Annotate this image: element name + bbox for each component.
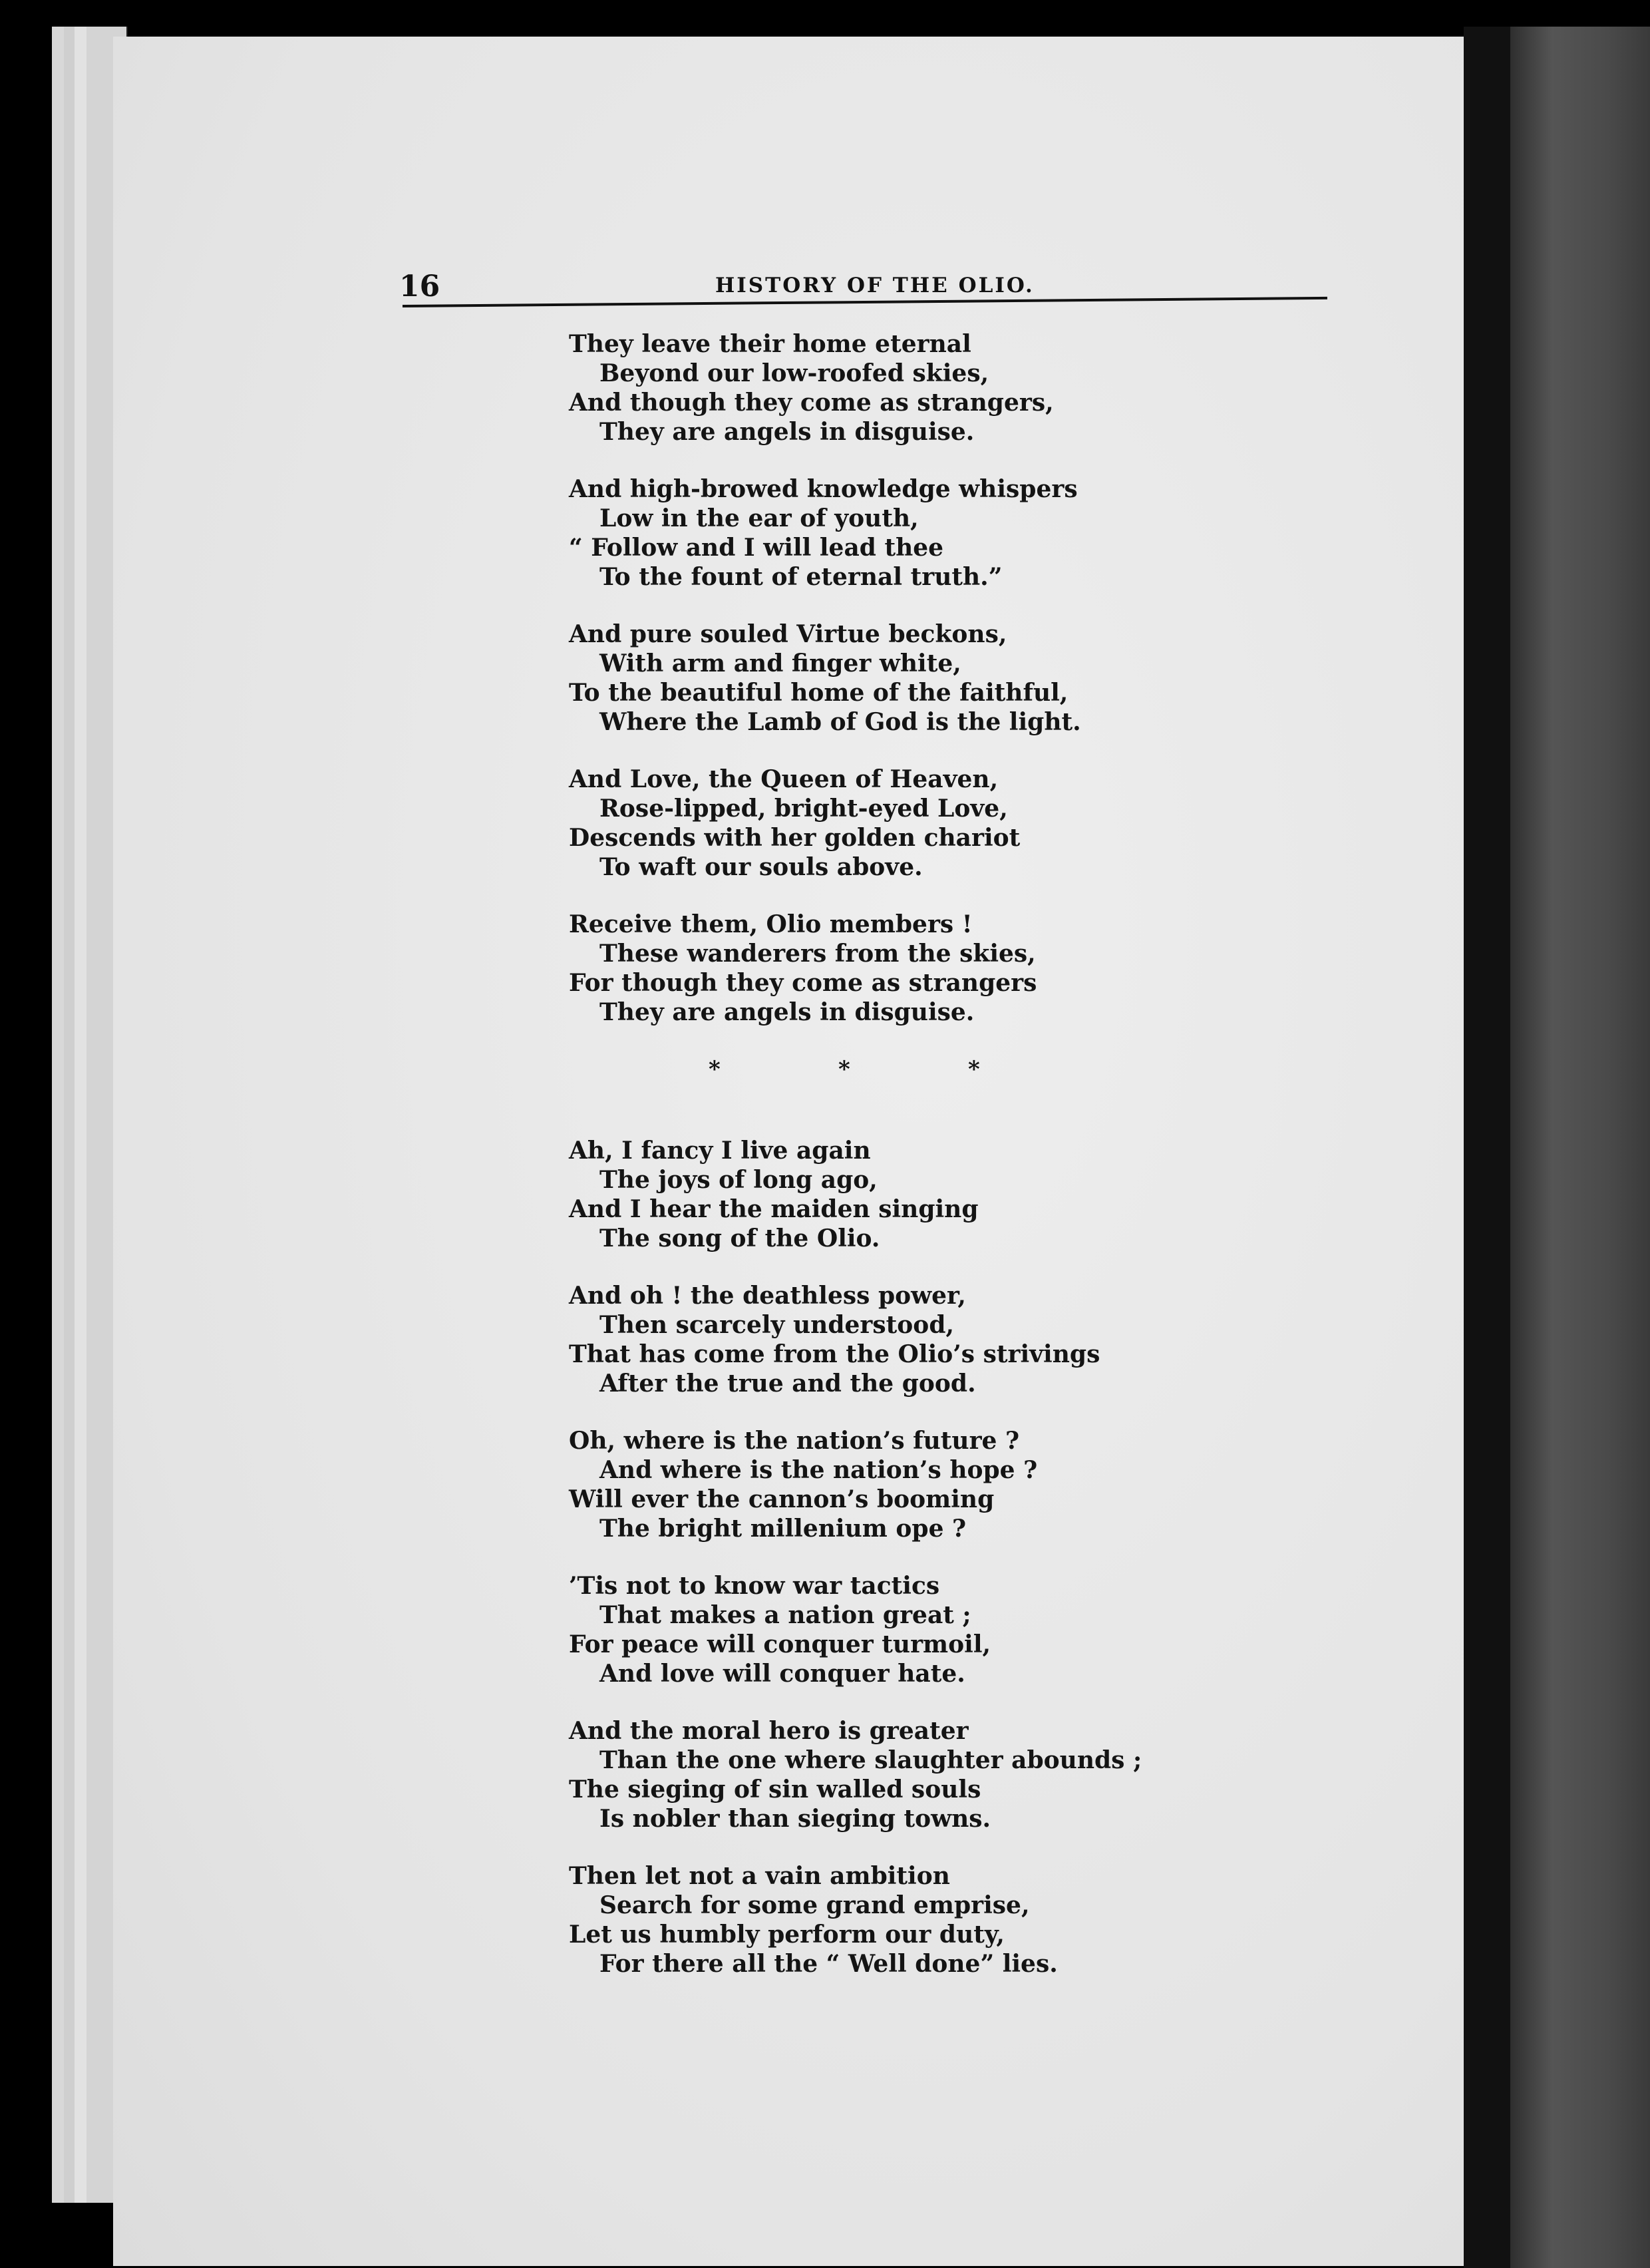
- poem-line: The joys of long ago,: [599, 1166, 878, 1194]
- stanza: [569, 1136, 1401, 1253]
- poem-line: Is nobler than sieging towns.: [599, 1805, 991, 1833]
- binding-gap: [1464, 27, 1510, 2268]
- poem-line: Where the Lamb of God is the light.: [599, 708, 1081, 736]
- poem-line: And though they come as strangers,: [569, 389, 1054, 417]
- stanza: [569, 1281, 1401, 1398]
- poem-line: Then scarcely understood,: [599, 1311, 955, 1339]
- stanza: [569, 1861, 1401, 1979]
- poem-line: Search for some grand emprise,: [599, 1891, 1030, 1919]
- poem-line: Low in the ear of youth,: [599, 504, 919, 532]
- stanza: [569, 910, 1401, 1027]
- poem-line: And Love, the Queen of Heaven,: [569, 765, 999, 793]
- page-number: 16: [399, 270, 440, 303]
- poem-line: That makes a nation great ;: [599, 1601, 971, 1629]
- poem-line: That has come from the Olio’s strivings: [569, 1340, 1100, 1368]
- poem-line: And pure souled Virtue beckons,: [569, 620, 1007, 648]
- poem-line: Let us humbly perform our duty,: [569, 1921, 1005, 1949]
- stanza: [569, 1571, 1401, 1688]
- poem-line: Beyond our low-roofed skies,: [599, 359, 989, 387]
- section-break-star: *: [838, 1056, 850, 1083]
- stanza: [569, 1426, 1401, 1543]
- poem-line: And oh ! the deathless power,: [569, 1282, 966, 1310]
- poem-line: And the moral hero is greater: [569, 1717, 969, 1745]
- section-break: [569, 1055, 1401, 1081]
- poem-line: The sieging of sin walled souls: [569, 1776, 981, 1803]
- poem-line: For peace will conquer turmoil,: [569, 1630, 991, 1658]
- poem-line: They are angels in disguise.: [599, 418, 975, 446]
- poem-line: And love will conquer hate.: [599, 1660, 965, 1688]
- poem-line: For though they come as strangers: [569, 969, 1037, 997]
- page-header: [399, 250, 1331, 303]
- stanza: [569, 620, 1401, 737]
- poem-line: Then let not a vain ambition: [569, 1862, 950, 1890]
- poem-line: And high-browed knowledge whispers: [569, 475, 1078, 503]
- poem-line: Rose-lipped, bright-eyed Love,: [599, 795, 1008, 823]
- poem-line: And where is the nation’s hope ?: [599, 1456, 1038, 1484]
- poem-line: “ Follow and I will lead thee: [569, 534, 944, 562]
- poem-line: These wanderers from the skies,: [599, 940, 1036, 968]
- section-break-star: *: [968, 1056, 980, 1083]
- poem-line: Ah, I fancy I live again: [569, 1137, 871, 1165]
- stanza: [569, 329, 1401, 447]
- poem-line: To waft our souls above.: [599, 853, 923, 881]
- poem-line: With arm and finger white,: [599, 650, 961, 677]
- poem-line: They leave their home eternal: [569, 330, 971, 358]
- running-title: HISTORY OF THE OLIO.: [715, 274, 1035, 297]
- section-break-star: *: [709, 1056, 721, 1083]
- poem-line: ’Tis not to know war tactics: [569, 1572, 940, 1600]
- stanza: [569, 765, 1401, 882]
- poem-line: The bright millenium ope ?: [599, 1515, 967, 1543]
- poem-line: And I hear the maiden singing: [569, 1195, 979, 1223]
- poem-line: They are angels in disguise.: [599, 998, 975, 1026]
- poem-line: Oh, where is the nation’s future ?: [569, 1427, 1020, 1455]
- poem-line: Receive them, Olio members !: [569, 910, 973, 938]
- stanza: [569, 1716, 1401, 1833]
- poem-line: To the beautiful home of the faithful,: [569, 679, 1069, 707]
- poem-line: Than the one where slaughter abounds ;: [599, 1746, 1142, 1774]
- poem-line: To the fount of eternal truth.”: [599, 563, 1003, 591]
- poem-line: For there all the “ Well done” lies.: [599, 1950, 1058, 1978]
- book-binding: [1510, 27, 1650, 2268]
- poem-body: [569, 329, 1401, 2006]
- poem-line: The song of the Olio.: [599, 1225, 880, 1252]
- poem-line: Will ever the cannon’s booming: [569, 1485, 995, 1513]
- poem-line: After the true and the good.: [599, 1370, 976, 1398]
- stanza: [569, 474, 1401, 592]
- poem-line: Descends with her golden chariot: [569, 824, 1021, 852]
